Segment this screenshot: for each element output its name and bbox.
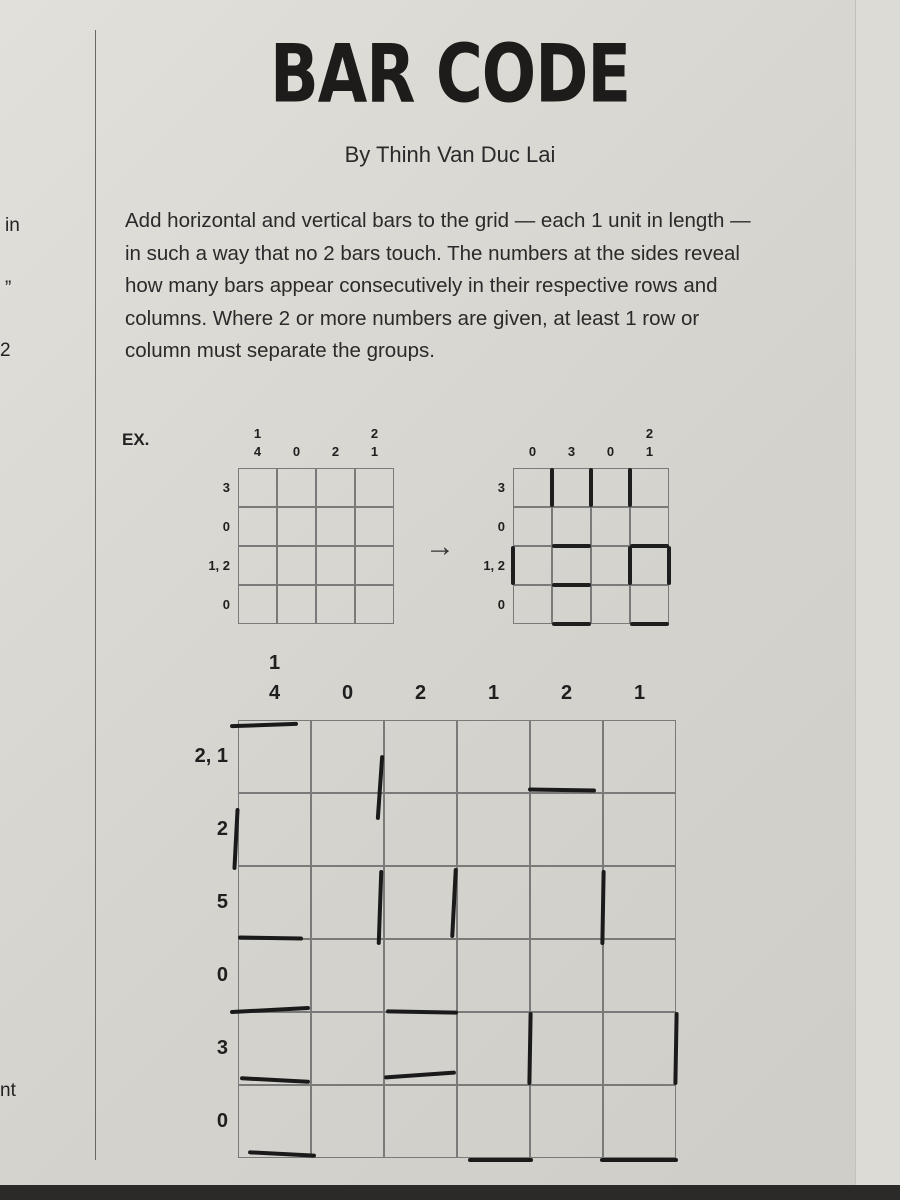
left-fragment-4: nt — [0, 1080, 16, 1101]
solution-col-clue: 2 — [645, 426, 654, 441]
solution-cell — [630, 585, 669, 624]
main-cell — [603, 1085, 676, 1158]
example-cell — [277, 546, 316, 585]
main-col-clue: 1 — [487, 682, 500, 704]
solution-col-clue: 1 — [645, 444, 654, 459]
solution-cell — [591, 507, 630, 546]
solution-bar — [552, 622, 591, 626]
main-cell — [530, 866, 603, 939]
solution-row-clue: 0 — [497, 596, 505, 612]
example-cell — [316, 468, 355, 507]
solution-row-clue: 0 — [497, 518, 505, 534]
example-col-clue: 1 — [253, 426, 262, 441]
example-label: EX. — [122, 430, 150, 449]
left-fragment-2: ” — [5, 278, 12, 299]
solution-cell — [591, 468, 630, 507]
main-cell — [457, 1085, 530, 1158]
solution-cell — [630, 468, 669, 507]
main-cell — [238, 939, 311, 1012]
solution-row-clue: 1, 2 — [483, 557, 505, 573]
left-fragment-1: in — [5, 215, 20, 236]
example-row-clue: 3 — [222, 479, 230, 495]
solution-cell — [552, 468, 591, 507]
main-cell — [457, 866, 530, 939]
puzzle-instructions: Add horizontal and vertical bars to the grid — each 1 unit in length — in such a way that no 2 bars touch. The numbers at the sides reveal how many bars appear consecutively in their respective rows and columns. Where 2 or more numbers are given, at least 1 row or column must separate the groups. — [125, 209, 751, 362]
main-cell — [530, 939, 603, 1012]
solution-cell — [591, 585, 630, 624]
example-cell — [355, 546, 394, 585]
solution-col-clue: 0 — [528, 444, 537, 459]
solution-bar — [628, 468, 632, 507]
main-cell — [457, 1012, 530, 1085]
example-cell — [238, 468, 277, 507]
main-row-clue: 2 — [216, 817, 228, 840]
main-cell — [311, 1085, 384, 1158]
solution-cell — [591, 546, 630, 585]
main-row-clue: 5 — [216, 890, 228, 913]
main-row-clue: 0 — [216, 963, 228, 986]
solution-bar — [630, 544, 669, 548]
main-cell — [603, 1012, 676, 1085]
main-cell — [311, 720, 384, 793]
main-cell — [384, 1085, 457, 1158]
column-divider — [95, 30, 96, 1160]
main-cell — [603, 793, 676, 866]
page-bottom-edge — [0, 1185, 900, 1200]
main-cell — [384, 939, 457, 1012]
main-cell — [530, 1012, 603, 1085]
pen-mark — [673, 1012, 678, 1085]
example-cell — [277, 468, 316, 507]
puzzle-title: BAR CODE — [269, 28, 631, 122]
solution-cell — [630, 546, 669, 585]
solution-cell — [630, 507, 669, 546]
main-col-clue: 4 — [268, 682, 281, 704]
example-col-clue: 4 — [253, 444, 262, 459]
main-col-clue: 1 — [633, 682, 646, 704]
main-cell — [238, 866, 311, 939]
example-cell — [316, 546, 355, 585]
main-row-clue: 3 — [216, 1036, 228, 1059]
main-cell — [603, 939, 676, 1012]
main-cell — [311, 939, 384, 1012]
solution-bar — [628, 546, 632, 585]
solution-bar — [511, 546, 515, 585]
main-cell — [530, 1085, 603, 1158]
example-cell — [277, 507, 316, 546]
main-col-clue: 2 — [560, 682, 573, 704]
main-cell — [530, 793, 603, 866]
main-row-clue: 0 — [216, 1109, 228, 1132]
main-row-clue: 2, 1 — [194, 744, 228, 767]
main-cell — [238, 720, 311, 793]
main-cell — [238, 1012, 311, 1085]
example-cell — [238, 507, 277, 546]
example-cell — [277, 585, 316, 624]
main-col-clue: 1 — [268, 652, 281, 674]
solution-row-clue: 3 — [497, 479, 505, 495]
solution-cell — [513, 585, 552, 624]
example-cell — [316, 585, 355, 624]
solution-cell — [513, 507, 552, 546]
arrow-icon: → — [425, 530, 455, 563]
solution-bar — [552, 583, 591, 587]
solution-bar — [630, 622, 669, 626]
main-cell — [384, 720, 457, 793]
main-cell — [457, 793, 530, 866]
main-col-clue: 2 — [414, 682, 427, 704]
puzzle-byline: By Thinh Van Duc Lai — [344, 142, 556, 167]
main-cell — [384, 866, 457, 939]
example-row-clue: 1, 2 — [208, 557, 230, 573]
solution-col-clue: 3 — [567, 444, 576, 459]
example-row-clue: 0 — [222, 596, 230, 612]
main-cell — [311, 793, 384, 866]
solution-bar — [550, 468, 554, 507]
main-cell — [238, 1085, 311, 1158]
main-cell — [603, 720, 676, 793]
main-col-clue: 0 — [341, 682, 354, 704]
main-cell — [384, 793, 457, 866]
example-col-clue: 2 — [331, 444, 340, 459]
example-row-clue: 0 — [222, 518, 230, 534]
example-cell — [355, 468, 394, 507]
pen-mark — [600, 1158, 678, 1162]
main-cell — [603, 866, 676, 939]
left-fragment-3: 2 — [0, 340, 11, 361]
example-cell — [316, 507, 355, 546]
solution-bar — [552, 544, 591, 548]
main-cell — [311, 866, 384, 939]
main-cell — [457, 720, 530, 793]
solution-cell — [513, 468, 552, 507]
pen-mark — [468, 1158, 533, 1162]
main-cell — [311, 1012, 384, 1085]
solution-bar — [589, 468, 593, 507]
example-col-clue: 0 — [292, 444, 301, 459]
example-col-clue: 1 — [370, 444, 379, 459]
example-cell — [238, 546, 277, 585]
solution-bar — [667, 546, 671, 585]
example-cell — [355, 585, 394, 624]
main-cell — [238, 793, 311, 866]
solution-col-clue: 0 — [606, 444, 615, 459]
main-cell — [457, 939, 530, 1012]
example-cell — [355, 507, 394, 546]
solution-cell — [513, 546, 552, 585]
main-cell — [530, 720, 603, 793]
example-cell — [238, 585, 277, 624]
solution-cell — [552, 546, 591, 585]
solution-cell — [552, 507, 591, 546]
example-col-clue: 2 — [370, 426, 379, 441]
facing-page-edge — [855, 0, 900, 1200]
solution-cell — [552, 585, 591, 624]
